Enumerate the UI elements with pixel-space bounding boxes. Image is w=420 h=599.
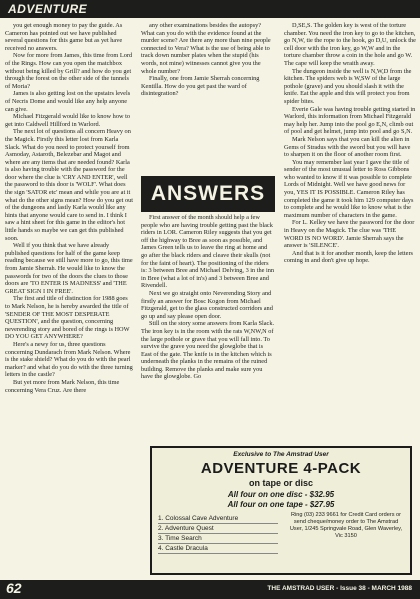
paragraph: Mark Nelson says that you can kill the alien in Gems of Stradus with the sword but you will have to sharpen it on the floor of another room first. [284,135,411,159]
paragraph: The first and title of distinction for 1988 goes to Mark Nelson, he is hereby awarded the title of 'SENDER OF THE MOST DESPERATE QUESTION', and the question, concerning neverending story and bored of the rings is HOW DO YOU GET ANYWHERE? [5,295,130,341]
list-item: 3. Time Search [158,534,278,544]
paragraph: Everie Gale was having trouble getting started in Warlord, this information from Michael Fitzgerald may help her. Jump into the pool go E,N, climb out of pool and get helmet, jump into pool and go S,N. [284,105,416,136]
paragraph: Still on the story some answers from Karla Slack. The iron key is in the room with the rats W,NW,N of the large pothole or grave that you will fall into. To survive the grave you need the glowglobe that is East of the gate. The knife is in the kitchen which is underneath the planks in the remains of the ruined building. Remove the planks and make sure you have the glowglobe. Go [141,320,275,381]
paragraph: You may remember last year I gave the title of sender of the most unusual letter to Ross Gibbons who wanted to know if it was possible to complete Lords of Midnight. Well we have good news for you, YES IT IS POSSIBLE. Cameron Riley has completed the game it took him 129 computer days to complete and he would like to know what is the maximum number of characters in the game. [284,158,414,219]
paragraph: Michael Fitzgerald would like to know how to get into Caldwell Hillford in Warlord. [5,113,130,128]
paragraph: But yet more from Mark Nelson, this time concerning Vera Cruz. Are there [5,378,120,394]
paragraph: you get enough money to pay the guide. As Cameron has pointed out we have published several questions for this game but as yet have received no answers. [5,22,123,52]
advert-subtitle: on tape or disc [248,478,313,488]
paragraph: The next lot of questions all concern Heavy on the Magick. Firstly this letter lost from Karla Slack. What do you need to protect yourself from Asmoday, Astaroth, Belezebar and Magot and where are any items that are needed found? Karla is also having trouble with the password for the door where the clue is 'CRY AND ENTER', well the password to this door is 'WOLF'. What does the sign 'SATOR etc' mean and while you are at it what do the other signs mean? How do you get out of the dungeons and lastly Karla would like any hints that anyone would care to send in. I think I saw a hint sheet for this game in the editor's hot little hands so maybe we can get this published soon. [5,128,133,242]
list-item: 2. Adventure Quest [158,524,278,534]
advert-price-disc: All four on one disc - $32.95 [227,490,335,499]
advert-exclusive: Exclusive to The Amstrad User [233,451,329,458]
list-item: 4. Castle Dracula [158,544,278,554]
column-right [284,22,416,390]
paragraph: The dungeon inside the well is N,W,D from the kitchen. The spiders web is W,SW of the large pothole (grave) and you should slash it with the knife. Eat the apple and this will protect you from spider bites. [284,67,412,105]
paragraph: Next we go straight onto Neverending Story and firstly an answer for Bosc Kogon from Michael Fitzgerald, get to the glass constructed corridors and go up and say please open door. [141,289,273,320]
paragraph: any other examinations besides the autopsy? What can you do with the evidence found at the murder scene? Are there any more than nine people connected to Vera? What is the use of being able to track down number plates when the stupid (his words, not mine) witnesses cannot give you the whole number? [141,22,271,75]
advert-order-info: Ring (03) 233 9661 for Credit Card orders or send cheque/money order to The Amstrad User, 1/245 Springvale Road, Glen Waverley, Vic 3150 [289,512,403,539]
paragraph: Well if you think that we have already published questions for half of the game keep reading because we still have more to go, this time from Jamie Sherrah. He would like to know the passwords for two of the doors the clues to those doors are 'TO ENTER IS MADNESS' and 'THE GREAT SIGN I IN FREE'. [5,242,133,295]
paragraph: Now for more from James, this time from Lord of the Rings. How can you open the matchbox without being killed by Grill? and how do you get through the forest on the other side of the tunnels of Moria? [5,52,133,90]
advert-box [150,446,412,575]
advert-game-list [158,514,278,554]
paragraph: Finally, one from Jamie Sherrah concerning Kentilla. How do you get past the ward of disintegration? [141,75,260,98]
paragraph: D,SE,S. The golden key is west of the torture chamber. You need the iron key to go to the kitchen, go N,W, tie the rope to the hook, go D,U, unlock the cell door with the iron key, go W,W and in the torture chamber throw a coin in the hole and go W. The cape will keep the wraith away. [284,22,416,67]
advert-title: ADVENTURE 4-PACK [200,460,362,477]
advert-price-tape: All four on one tape - $27.95 [227,500,335,509]
paragraph: First answer of the month should help a few people who are having trouble getting past the black riders in LOR. Cameron Riley suggests that you get off the highway to Bree as soon as possible, and James Green tells us to leave the ring at home and go after the black riders and cleave their skulls (not for the faint of heart). The positioning of the riders is: 3 between Bree and Michael Delving, 3 in the inn in Bree (what a lot of in's) and 3 between Bree and Rivendell. [141,214,275,290]
paragraph: Here's a newy for us, three questions concerning Dundarach from Mark Nelson. Where is the stake shield? What do you do with the pearl marker? and what do you do with the three turning letters in the castle? [5,340,133,379]
list-item: 1. Colossal Cave Adventure [158,514,278,524]
answers-heading-box [141,176,275,212]
answers-heading: ANSWERS [150,182,266,205]
section-title: ADVENTURE [8,2,88,16]
column-left [5,22,133,578]
page-number: 62 [6,580,22,596]
column-middle-top [141,22,275,168]
paragraph: For L. Kelley we have the password for the door in Heavy on the Magick. The clue was 'THE WORD IS NO WORD'. Jamie Sherrah says the answer is 'SILENCE'. [284,219,415,250]
paragraph: James is also getting lost on the upstairs levels of Necris Dome and would like any help anyone can give. [5,90,131,113]
issue-line: THE AMSTRAD USER - Issue 38 - MARCH 1988 [267,585,412,592]
paragraph: And that is it for another month, keep the letters coming in and don't give up hope. [284,249,414,265]
